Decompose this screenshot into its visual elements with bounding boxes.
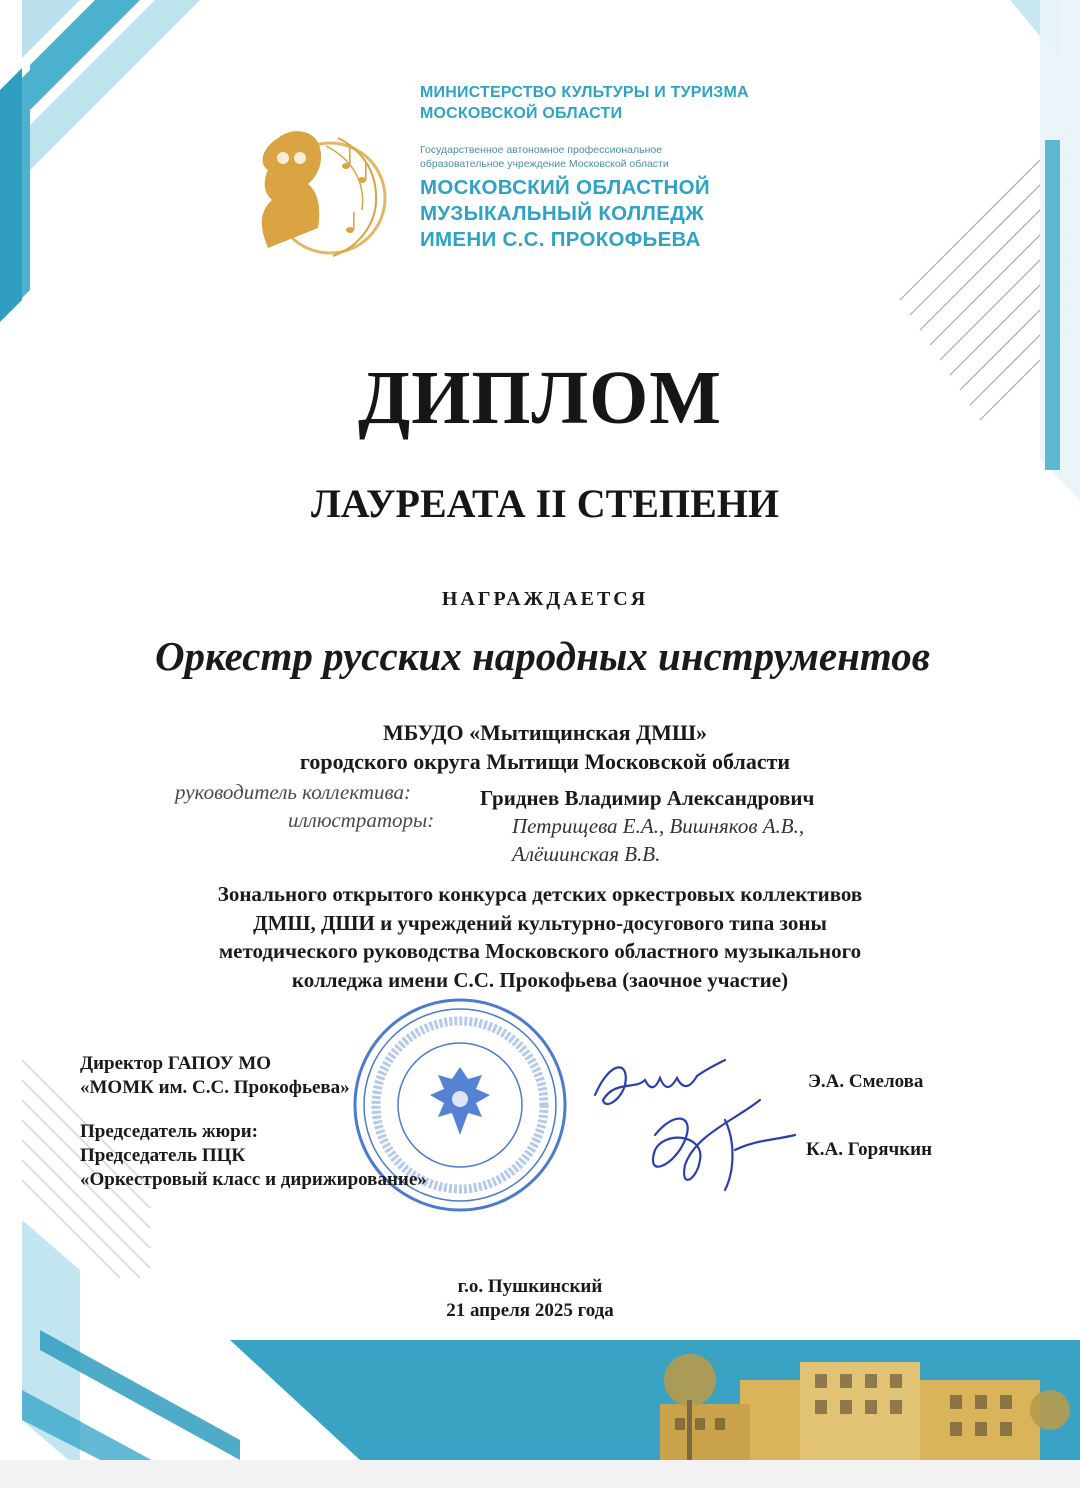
- ministry-name: [420, 82, 749, 124]
- illustrators-line: Алёшинская В.В.: [512, 842, 661, 866]
- handwritten-signatures: [585, 1040, 815, 1215]
- college-line: ИМЕНИ С.С. ПРОКОФЬЕВА: [420, 228, 701, 251]
- issue-date: 21 апреля 2025 года: [446, 1300, 614, 1321]
- director-title-line: «МОМК им. С.С. Прокофьева»: [80, 1077, 350, 1098]
- jury-chair-title: [80, 1120, 427, 1192]
- diploma-title: ДИПЛОМ: [358, 356, 722, 440]
- college-name: [420, 175, 710, 253]
- contest-line: ДМШ, ДШИ и учреждений культурно-досугового типа зоны: [253, 910, 827, 935]
- institution-type-line: Государственное автономное профессиональное: [420, 144, 663, 156]
- contest-line: методического руководства Московского областного музыкального: [218, 939, 862, 963]
- org-line: МБУДО «Мытищинская ДМШ»: [382, 720, 708, 745]
- illustrators-names: [512, 812, 804, 868]
- awardee-name: Оркестр русских народных инструментов: [154, 633, 931, 679]
- college-building-illustration: [0, 1340, 1080, 1488]
- issue-city: г.о. Пушкинский: [457, 1276, 603, 1297]
- org-line: городского округа Мытищи Московской области: [299, 749, 791, 774]
- illustrators-label: иллюстраторы:: [288, 808, 435, 832]
- prokofiev-logo-icon: [238, 118, 388, 268]
- issue-place-date: [0, 1275, 1060, 1323]
- institution-type: [420, 143, 669, 171]
- illustrators-label-block: [288, 806, 434, 834]
- contest-line: Зонального открытого конкурса детских оркестровых коллективов: [217, 882, 863, 906]
- awarded-label: НАГРАЖДАЕТСЯ: [441, 588, 649, 610]
- leader-label: руководитель коллектива:: [175, 780, 412, 804]
- leader-name: Гриднев Владимир Александрович: [480, 786, 815, 810]
- director-title-line: Директор ГАПОУ МО: [80, 1053, 272, 1074]
- ministry-line: МОСКОВСКОЙ ОБЛАСТИ: [420, 105, 623, 122]
- college-line: МОСКОВСКИЙ ОБЛАСТНОЙ: [420, 176, 710, 199]
- contest-description: [100, 880, 980, 994]
- director-name: Э.А. Смелова: [808, 1071, 924, 1092]
- header: [238, 80, 778, 270]
- institution-type-line: образовательное учреждение Московской области: [420, 158, 669, 170]
- contest-line: колледжа имени С.С. Прокофьева (заочное участие): [291, 967, 789, 992]
- college-line: МУЗЫКАЛЬНЫЙ КОЛЛЕДЖ: [420, 202, 704, 225]
- jury-title-line: «Оркестровый класс и дирижирование»: [80, 1169, 427, 1190]
- leader-name-block: [480, 784, 814, 812]
- jury-title-line: Председатель ПЦК: [80, 1145, 246, 1166]
- leader-label-block: [175, 778, 411, 806]
- jury-chair-name: К.А. Горячкин: [806, 1139, 933, 1160]
- diploma-subtitle: ЛАУРЕАТА II СТЕПЕНИ: [311, 481, 779, 526]
- director-title: [80, 1052, 350, 1100]
- ministry-line: МИНИСТЕРСТВО КУЛЬТУРЫ И ТУРИЗМА: [420, 84, 749, 101]
- awardee-organization: [0, 718, 1080, 776]
- illustrators-line: Петрищева Е.А., Вишняков А.В.,: [512, 814, 805, 838]
- jury-title-line: Председатель жюри:: [80, 1121, 258, 1142]
